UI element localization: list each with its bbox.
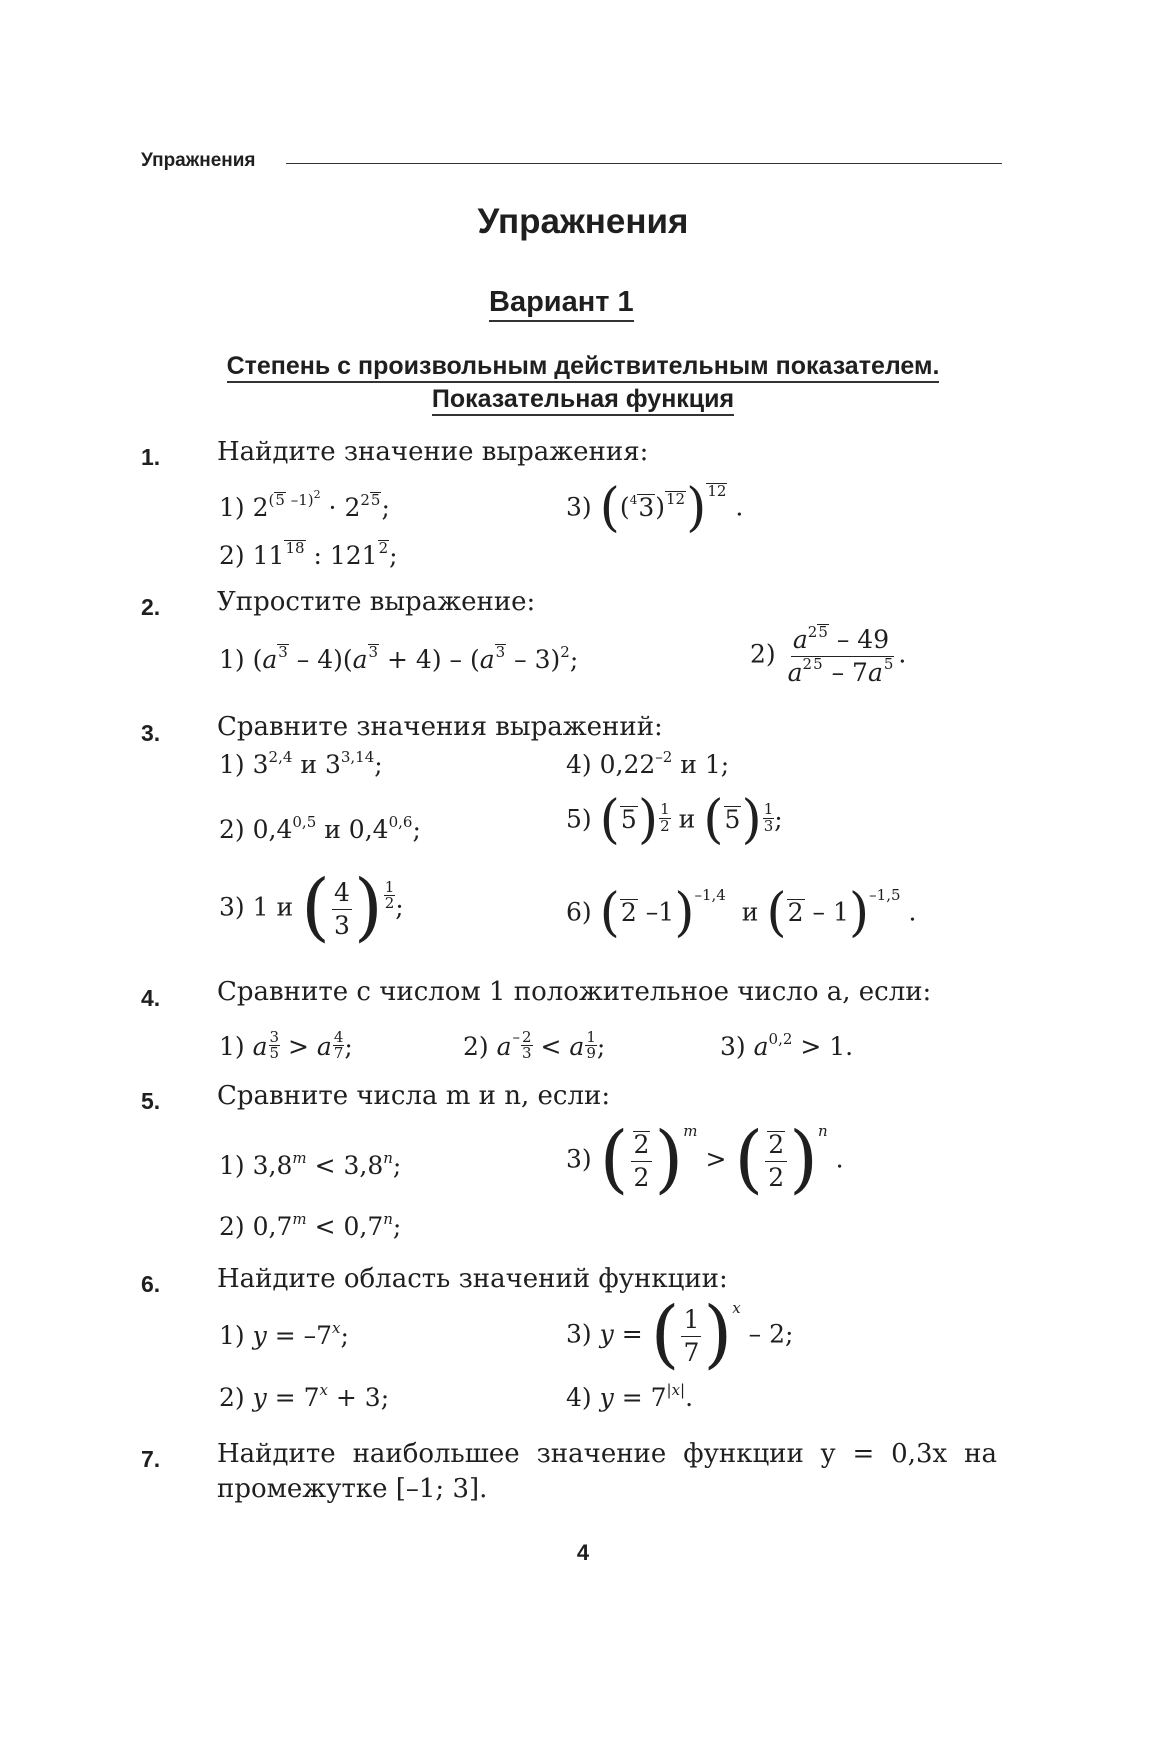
task-6-item-4: 4) $y = 7^{|x|}$.	[566, 1380, 694, 1412]
task-2-item-1: 1) $(a^3 - 4)(a^3 + 4) - (a^3 - 3)^2$;	[219, 642, 579, 674]
task-5-text: Сравните числа m и n, если:	[217, 1081, 611, 1111]
page-title: Упражнения	[477, 202, 689, 241]
task-6-number: 6.	[141, 1271, 161, 1297]
task-1-item-1: 1) $2^{(5 -1)^2} \cdot 2^{25}$;	[219, 488, 390, 522]
task-1-number: 1.	[141, 444, 161, 470]
task-5-number: 5.	[141, 1088, 161, 1114]
task-5-item-1: 1) $3,8^m < 3,8^n$;	[219, 1148, 402, 1180]
page-number: 4	[576, 1540, 590, 1565]
task-3-item-1: 1) 3$^{2,4}$ и 3$^{3,14}$;	[219, 747, 383, 779]
task-5-item-2: 2) $0,7^m < 0,7^n$;	[219, 1209, 402, 1241]
topic-heading-line-2: Показательная функция	[0, 385, 1166, 414]
task-3-number: 3.	[141, 720, 161, 746]
task-6-item-1: 1) $y = -7^x$;	[219, 1318, 349, 1350]
task-6-item-3: 3) y = ( $\frac{1}{7}$ )$^x$ – 2;	[566, 1291, 794, 1377]
task-2-text: Упростите выражение:	[217, 587, 536, 617]
task-3-item-3: 3) 1 и ( $\frac{4}{3}$ ) $\frac{1}{2}$ ;	[219, 864, 404, 950]
task-7-text-line-2: промежутке [–1; 3].	[217, 1474, 488, 1504]
task-3-item-2: 2) 0,4$^{0,5}$ и 0,4$^{0,6}$;	[219, 812, 421, 844]
topic-heading-line-1: Степень с произвольным действительным показателем.	[0, 352, 1166, 381]
task-3-item-5: 5) (5) $\frac{1}{2}$ и (5) $\frac{1}{3}$ ;	[566, 790, 783, 850]
task-1-item-3: 3) $((^43)^{12})^{12}$ .	[566, 478, 744, 538]
header-rule	[286, 163, 1002, 164]
task-3-item-4: 4) $0,22^{-2}$ и 1;	[566, 747, 730, 779]
task-3-text: Сравните значения выражений:	[217, 712, 663, 742]
task-2-item-2: 2) $\frac{a^{25} - 49}{a^{25} - 7a^5}$ .	[750, 622, 907, 687]
variant-heading: Вариант 1	[489, 286, 634, 322]
task-2-number: 2.	[141, 594, 161, 620]
task-1-item-2: 2) $11^{18}$ : $121^2$;	[219, 538, 398, 570]
task-1-text: Найдите значение выражения:	[217, 437, 649, 467]
task-4-item-2: 2) a– $\frac{2}{3}$ < a $\frac{1}{9}$ ;	[463, 1027, 606, 1063]
task-4-item-3: 3) $a^{0,2} > 1$.	[720, 1029, 854, 1061]
running-header: Упражнения	[141, 150, 256, 171]
task-7-text-line-1: Найдите наибольшее значение функции y = 0,3x на	[217, 1439, 997, 1469]
task-6-text: Найдите область значений функции:	[217, 1264, 728, 1294]
task-6-item-2: 2) $y = 7^x + 3$;	[219, 1380, 390, 1412]
task-3-item-6: 6) (2 –1)$^{-1,4}$ и (2 – 1)$^{-1,5}$ .	[566, 883, 917, 943]
task-7-number: 7.	[141, 1446, 161, 1472]
task-4-number: 4.	[141, 985, 161, 1011]
task-5-item-3: 3) ( $\frac{2}{2}$ )$^m$ > ( $\frac{2}{2}$ )$^n$ .	[566, 1116, 844, 1202]
task-4-item-1: 1) a $\frac{3}{5}$ > a $\frac{4}{7}$ ;	[219, 1027, 353, 1063]
task-4-text: Сравните с числом 1 положительное число a, если:	[217, 977, 932, 1007]
